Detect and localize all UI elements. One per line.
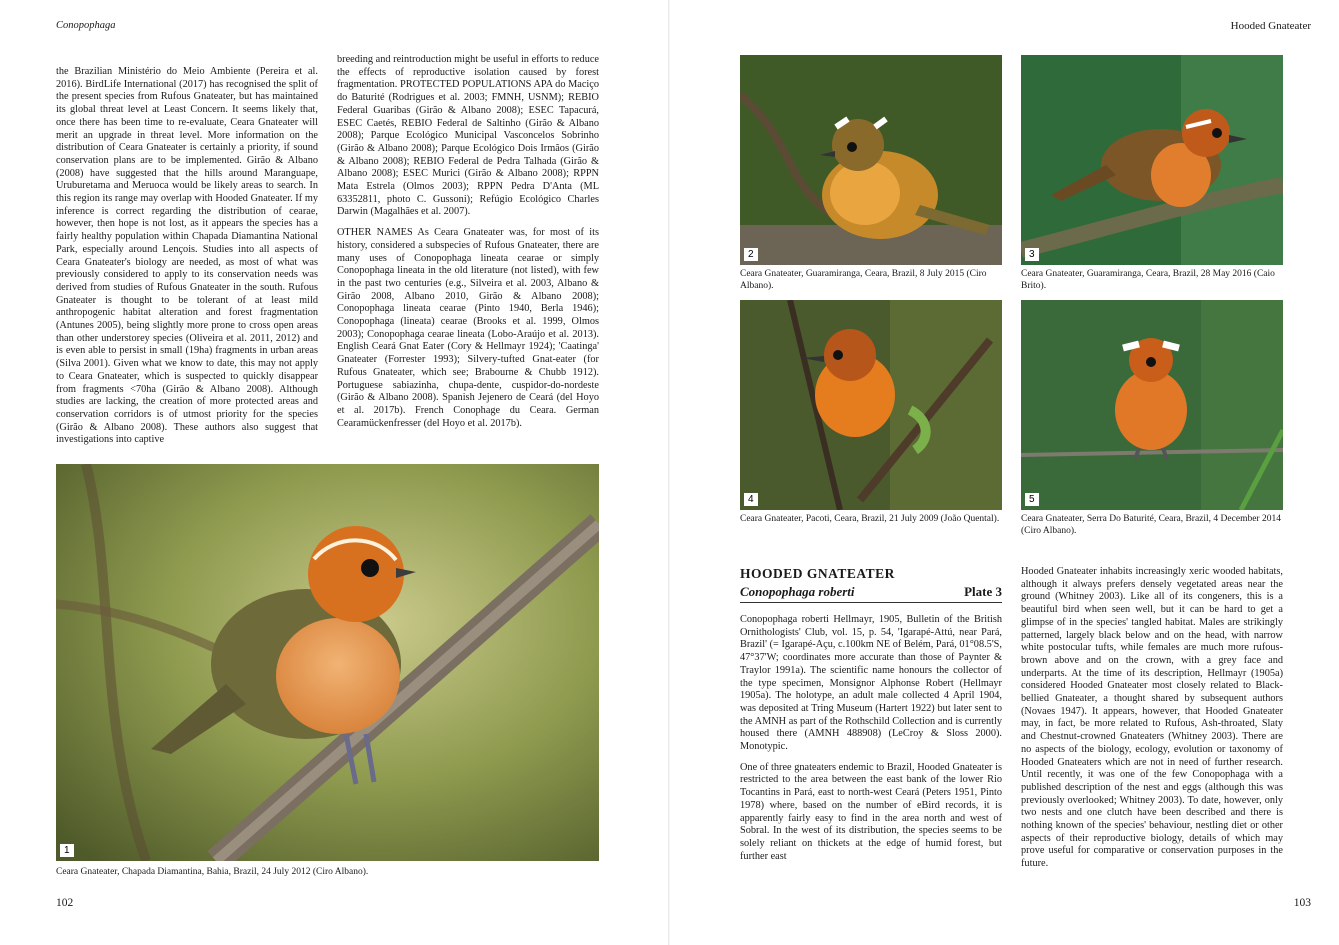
right-page — [670, 0, 1339, 945]
photo-2 — [740, 55, 1002, 265]
photo-number: 2 — [744, 248, 758, 261]
photo-2-caption: Ceara Gnateater, Guaramiranga, Ceara, Brazil, 8 July 2015 (Ciro Albano). — [740, 269, 987, 291]
photo-5-caption: Ceara Gnateater, Serra Do Baturité, Ceara, Brazil, 4 December 2014 (Ciro Albano). — [1021, 514, 1281, 536]
left-page — [0, 0, 669, 945]
folio-right: 103 — [1293, 897, 1311, 909]
bird-photo-2-image — [740, 55, 1002, 265]
photo-3 — [1021, 55, 1283, 265]
photo-number: 4 — [744, 493, 758, 506]
folio-left: 102 — [56, 897, 74, 909]
photo-number: 5 — [1025, 493, 1039, 506]
photo-1-caption: Ceara Gnateater, Chapada Diamantina, Bahia, Brazil, 24 July 2012 (Ciro Albano). — [56, 867, 369, 877]
right-column-2 — [1021, 566, 1283, 879]
bird-photo-3-image — [1021, 55, 1283, 265]
running-head-right: Hooded Gnateater — [1230, 20, 1311, 32]
bird-photo-4-image — [740, 300, 1002, 510]
paragraph: One of three gnateaters endemic to Brazil, Hooded Gnateater is restricted to the area between the east bank of the lower Rio Tocantins in Pará, east to north-west Ceará (Peters 1951, Pinto 1978) where, based on the number of eBird records, it is apparently fairly easy to find in the area north and west of Sobral. In the west of its distribution, the species seems to be solely reliant on thickets at the edge of humid forest, but further east — [740, 761, 1002, 862]
photo-5 — [1021, 300, 1283, 510]
species-scientific-name: Conopophaga roberti — [740, 584, 855, 599]
photo-3-caption: Ceara Gnateater, Guaramiranga, Ceara, Brazil, 28 May 2016 (Caio Brito). — [1021, 269, 1275, 291]
photo-4-caption: Ceara Gnateater, Pacoti, Ceara, Brazil, 21 July 2009 (João Quental). — [740, 514, 1000, 524]
right-column-1 — [740, 614, 1002, 871]
photo-4 — [740, 300, 1002, 510]
left-column-2 — [337, 54, 599, 438]
running-head-left: Conopophaga — [56, 20, 116, 31]
photo-number: 1 — [60, 844, 74, 857]
species-row — [740, 584, 1002, 603]
photo-number: 3 — [1025, 248, 1039, 261]
paragraph: Conopophaga roberti Hellmayr, 1905, Bulletin of the British Ornithologists' Club, vol. 15, p. 54, 'Igarapé-Attú, near Pará, Brazil' (= Igarapé-Açu, c.100km NE of Belém, Pará, 01°08.5'S, 47°37'W; coordinates more accurate than those of Paynter & Traylor 1991a). The scientific name honours the collector of the type specimen, Monsignor Alphonse Robert (Hellmayr 1905a). The holotype, an adult male collected 4 April 1904, was deposited at Tring Museum (Hartert 1922) but later sent to the AMNH as part of the Rothschild Collection and is currently housed there (AMNH 488908) (LeCroy & Sloss 2000). Monotypic. — [740, 614, 1002, 753]
left-column-1 — [56, 66, 318, 455]
plate-reference: Plate 3 — [964, 584, 1002, 599]
paragraph: the Brazilian Ministério do Meio Ambiente (Pereira et al. 2016). BirdLife International (2017) has recognised the split of the present species from Rufous Gnateater, but has maintained its global threat level at Least Concern. It seems likely that, once there has been time to re-evaluate, Ceara Gnateater will merit an upgrade in threat level. More information on the distribution of Ceara Gnateater is certainly a priority, if sound conservation plans are to be implemented. Girão & Albano (2008) have suggested that the hills around Maranguape, Uruburetama and Meruoca would be likely areas to search. In this region its range may overlap with Hooded Gnateater. If my inference is correct regarding the distribution of cearae, however, then hope is not lost, as it appears the species has a fairly healthy population within Chapada Diamantina National Park, especially around Lençois. Studies into all aspects of Ceara Gnateater's biology are needed, as most of what was previously considered to apply to its conservation needs was derived from studies of Rufous Gnateater in the south. Rufous Gnateater is thought to be tolerant of at least mild anthropogenic habitat alteration and forest fragmentation (Antunes 2005), being slightly more prone to cross open areas than other understorey species (Oliveira et al. 2011, 2012) and is even able to persist in small (19ha) fragments in urban areas (Silva 2001). Given what we know to date, this may not apply to Ceara Gnateater, which is suspected to quickly disappear from fragments <70ha (Girão & Albano 2008). Although studies are lacking, the creation of more protected areas and conservation corridors is of utmost priority for the species (Girão & Albano 2008). These authors also suggest that investigations into captive — [56, 66, 318, 446]
bird-photo-5-image — [1021, 300, 1283, 510]
paragraph: Hooded Gnateater inhabits increasingly xeric wooded habitats, although it always prefers densely vegetated areas near the ground (Whitney 2003). Like all of its congeners, this is a beautiful bird when seen well, but it can be hard to get a glimpse of in the species' tangled habitat. Males are strikingly patterned, largely black below and on the head, with narrow white postocular tufts, while females are much more rufous-brown above and on the crown, with a grey face and underparts. At the time of its description, Hellmayr (1905a) considered Hooded Gnateater most closely related to Black-bellied Gnateater, a thought shared by subsequent authors (Novaes 1947). It appears, however, that Hooded Gnateater may, in fact, be more related to Rufous, Ash-throated, Slaty and Chestnut-crowned Gnateaters (Whitney 2003). There are no aspects of the biology, ecology, evolution or taxonomy of Hooded Gnateaters which are not in need of further research. Until recently, it was one of the few Conopophaga with a published description of the nest and eggs (although this was previously overlooked; Whitney 2003). To date, however, only two nests and one clutch have been described and there is nothing known of the species' behaviour, nestling diet or other aspects of their reproductive biology, details of which may prove useful for comparative or conservation purposes in the future. — [1021, 566, 1283, 870]
photo-1 — [56, 464, 599, 861]
species-english-name: HOODED GNATEATER — [740, 566, 895, 581]
paragraph: OTHER NAMES As Ceara Gnateater was, for most of its history, considered a subspecies of Rufous Gnateater, there are many uses of Conopophaga lineata cearae or simply Conopophaga lineata in the old literature (not listed), with few in the past two centuries (e.g., Silveira et al. 2003, Albano & Girão 2008, Albano 2010, Girão & Albano 2008); Conopophaga lineata cearae (Pinto 1940, Berla 1946); Conopophaga (lineata) cearae (Brooks et al. 1999, Olmos 2003); Conopophaga cearae lineata (Lobo-Araújo et al. 2013). English Ceará Gnat Eater (Cory & Hellmayr 1924); 'Caatinga' Gnateater (Forrester 1993); Silvery-tufted Gnat-eater (for Rufous Gnateater, which see; Brabourne & Chubb 1912). Portuguese sabiazinha, chupa-dente, cuspidor-do-nordeste (Girão & Albano 2008). Spanish Jejenero de Ceará (del Hoyo et al. 2017b). French Conophage du Ceara. German Cearamückenfresser (del Hoyo et al. 2017b). — [337, 227, 599, 429]
paragraph: breeding and reintroduction might be useful in efforts to reduce the effects of reproductive isolation caused by forest fragmentation. PROTECTED POPULATIONS APA do Maciço do Baturité (Rodrigues et al. 2003; FMNH, USNM); REBIO Federal Guaribas (Girão & Albano 2008); ESEC Tapacurá, ESEC Caetés, REBIO Federal de Saltinho (Girão & Albano 2008); Parque Ecológico Municipal Vasconcelos Sobrinho (Girão & Albano 2008); Parque Ecológico Dois Irmãos (Girão & Albano 2008); REBIO Federal de Pedra Talhada (Girão & Albano 2008); ESEC Murici (Girão & Albano 2008); RPPN Mata Estrela (Olmos 2003); RPPN Pedra D'Anta (ML 63352811, photo C. Gussoni); Refúgio Ecológico Charles Darwin (Magalhães et al. 2007). — [337, 54, 599, 218]
bird-photo-1-image — [56, 464, 599, 861]
species-heading — [740, 566, 1002, 603]
